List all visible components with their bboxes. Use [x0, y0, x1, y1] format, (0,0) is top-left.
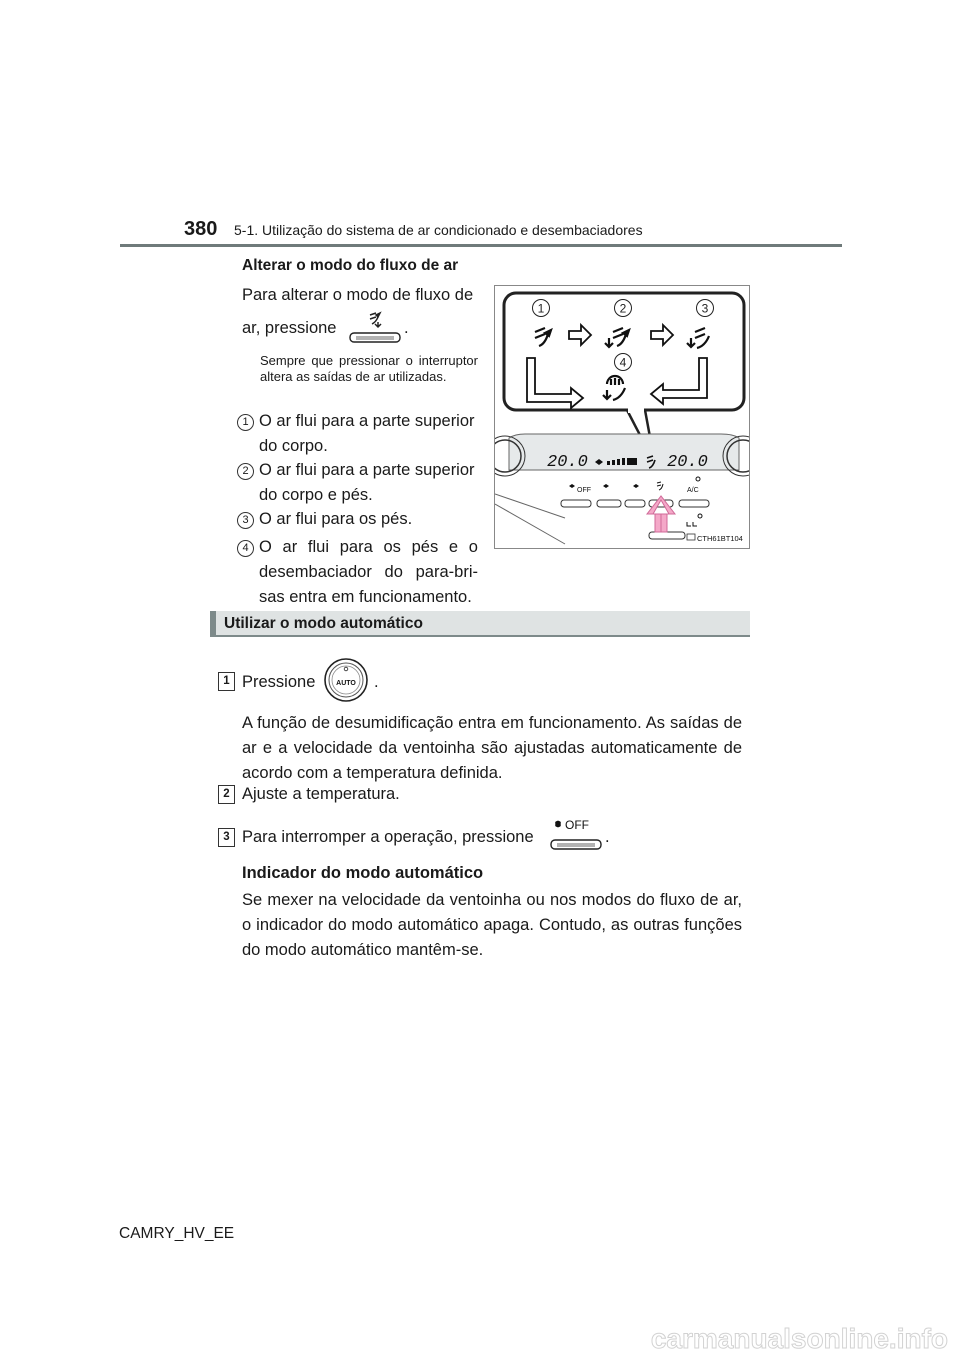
step-1-detail: A função de desumidificação entra em funcionamento. As saídas de ar e a velocidade da ventoinha são ajustadas automaticamente de acordo com a temperatura definida. [242, 714, 742, 782]
item-4-line3: sas entra em funcionamento. [259, 588, 472, 606]
item-2-line1: O ar flui para a parte superior [259, 461, 475, 479]
item-1-line2: do corpo. [259, 437, 328, 455]
item-3-line1: O ar flui para os pés. [259, 510, 413, 528]
item-1-line1: O ar flui para a parte superior [259, 412, 475, 430]
airflow-section-title: Alterar o modo do fluxo de ar [242, 257, 459, 274]
item-4-line2: desembaciador do para-bri- [259, 563, 478, 581]
step-1-period: . [374, 673, 379, 691]
step-3-period: . [605, 828, 610, 846]
step-box-3: 3 [218, 828, 235, 847]
step-box-1: 1 [218, 672, 235, 691]
airflow-note: Sempre que pressionar o interruptor altera as saídas de ar utilizadas. [260, 353, 478, 384]
item-number-1: 1 [237, 414, 254, 431]
step-1-text: Pressione [242, 673, 316, 691]
footer-model-code: CAMRY_HV_EE [119, 1225, 235, 1242]
figure-code: CTH61BT104 [697, 534, 743, 543]
item-number-2: 2 [237, 463, 254, 480]
callout-1: 1 [537, 301, 545, 316]
page-number: 380 [184, 218, 218, 240]
callout-3: 3 [701, 301, 709, 316]
callout-2: 2 [619, 301, 627, 316]
auto-button-label: AUTO [336, 680, 356, 687]
display-right-temp: 20.0 [667, 453, 708, 472]
callout-4: 4 [619, 355, 627, 370]
step-3-text: Para interromper a operação, pressione [242, 828, 534, 846]
airflow-intro-line1: Para alterar o modo de fluxo de [242, 286, 474, 304]
fig-off-label: OFF [577, 487, 591, 494]
airflow-intro-period: . [404, 319, 409, 337]
item-number-3: 3 [237, 512, 254, 529]
indicator-title: Indicador do modo automático [242, 864, 484, 882]
item-number-4: 4 [237, 540, 254, 557]
step-2-text: Ajuste a temperatura. [242, 785, 400, 803]
svg-text:carmanualsonline.info: carmanualsonline.info [650, 1323, 948, 1354]
step-box-2: 2 [218, 785, 235, 804]
item-4-line1: O ar flui para os pés e o [259, 538, 478, 556]
auto-section-title: Utilizar o modo automático [224, 615, 423, 632]
display-left-temp: 20.0 [547, 453, 588, 472]
indicator-text: Se mexer na velocidade da ventoinha ou nos modos do fluxo de ar, o indicador do modo automático apaga. Contudo, as outras funções do modo automático mantêm-se. [242, 891, 742, 959]
item-2-line2: do corpo e pés. [259, 486, 373, 504]
airflow-intro-line2: ar, pressione [242, 319, 337, 337]
running-head: 5-1. Utilização do sistema de ar condicionado e desembaciadores [234, 222, 643, 238]
fig-ac-label: A/C [687, 487, 699, 494]
off-button-label: OFF [565, 818, 589, 832]
